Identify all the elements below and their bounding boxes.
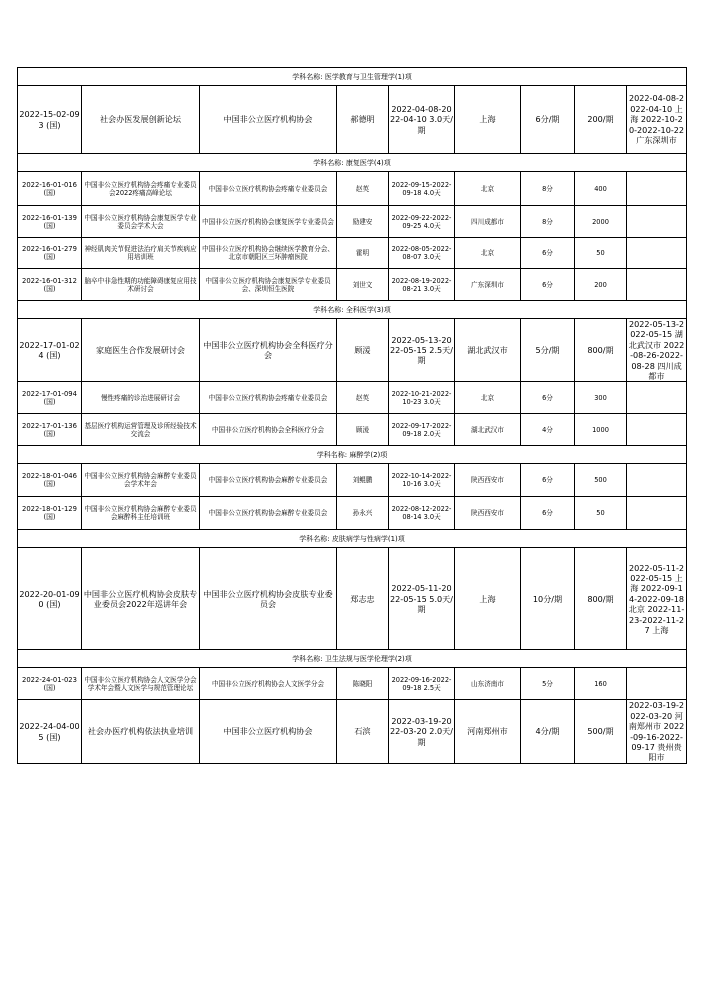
- section-header-row: [18, 154, 687, 172]
- cell-credit: 8分: [521, 206, 575, 238]
- cell-place: 湖北武汉市: [455, 319, 521, 382]
- table-row: [18, 382, 687, 414]
- cell-org: 中国非公立医疗机构协会疼痛专业委员会: [200, 382, 337, 414]
- cell-credit: 6分: [521, 382, 575, 414]
- cell-dates: 2022-10-21-2022-10-23 3.0天: [389, 382, 455, 414]
- section-label-prefix: 学科名称:: [316, 450, 348, 459]
- cell-credit: 8分: [521, 172, 575, 206]
- cell-place: 北京: [455, 172, 521, 206]
- cell-extra: [627, 497, 687, 530]
- cell-person: 霍明: [337, 238, 389, 269]
- cell-org: 中国非公立医疗机构协会: [200, 86, 337, 154]
- cell-name: 基层医疗机构运营管理及诊所经验技术交流会: [82, 414, 200, 446]
- cell-dates: 2022-10-14-2022-10-16 3.0天: [389, 464, 455, 497]
- cell-count: 500/期: [575, 700, 627, 763]
- cell-count: 400: [575, 172, 627, 206]
- cell-name: 脑卒中非急性期的功能障碍康复应用技术研讨会: [82, 269, 200, 301]
- section-header-row: [18, 530, 687, 548]
- cell-id: 2022-16-01-016 (国): [18, 172, 82, 206]
- cell-place: 上海: [455, 86, 521, 154]
- cell-dates: 2022-09-22-2022-09-25 4.0天: [389, 206, 455, 238]
- section-name: 皮肤病学与性病学(1)项: [331, 534, 405, 543]
- cell-credit: 6分: [521, 464, 575, 497]
- table-row: [18, 269, 687, 301]
- table-body: [18, 68, 687, 764]
- cell-person: 刘鲲鹏: [337, 464, 389, 497]
- section-label-prefix: 学科名称:: [313, 158, 344, 167]
- cell-place: 陕西西安市: [455, 497, 521, 530]
- cell-credit: 6分: [521, 497, 575, 530]
- cell-id: 2022-16-01-312 (国): [18, 269, 82, 301]
- cell-credit: 6分: [521, 238, 575, 269]
- cell-extra: 2022-05-11-2022-05-15 上海 2022-09-14-2022-09-18 北京 2022-11-23-2022-11-27 上海: [627, 548, 687, 650]
- table-row: [18, 238, 687, 269]
- cell-id: 2022-15-02-093 (国): [18, 86, 82, 154]
- cell-person: 石滨: [337, 700, 389, 763]
- cell-count: 2000: [575, 206, 627, 238]
- table-row: [18, 86, 687, 154]
- cell-count: 800/期: [575, 548, 627, 650]
- cell-name: 中国非公立医疗机构协会康复医学专业委员会学术大会: [82, 206, 200, 238]
- cell-dates: 2022-05-11-2022-05-15 5.0天/期: [389, 548, 455, 650]
- section-title: [18, 301, 687, 319]
- cell-extra: [627, 668, 687, 700]
- cell-dates: 2022-08-19-2022-08-21 3.0天: [389, 269, 455, 301]
- cell-extra: [627, 206, 687, 238]
- table-row: [18, 206, 687, 238]
- cell-extra: [627, 269, 687, 301]
- cell-credit: 5分/期: [521, 319, 575, 382]
- cell-credit: 4分/期: [521, 700, 575, 763]
- cell-person: 刘世文: [337, 269, 389, 301]
- cell-org: 中国非公立医疗机构协会皮肤专业委员会: [200, 548, 337, 650]
- cell-extra: [627, 464, 687, 497]
- cell-dates: 2022-09-16-2022-09-18 2.5天: [389, 668, 455, 700]
- section-header-row: [18, 650, 687, 668]
- project-table: [17, 67, 687, 764]
- section-title: [18, 650, 687, 668]
- cell-name: 社会办医发展创新论坛: [82, 86, 200, 154]
- section-header-row: [18, 446, 687, 464]
- cell-id: 2022-18-01-129 (国): [18, 497, 82, 530]
- cell-count: 300: [575, 382, 627, 414]
- table-row: [18, 497, 687, 530]
- section-title: [18, 530, 687, 548]
- cell-extra: [627, 172, 687, 206]
- cell-id: 2022-24-04-005 (国): [18, 700, 82, 763]
- cell-credit: 4分: [521, 414, 575, 446]
- cell-org: 中国非公立医疗机构协会疼痛专业委员会: [200, 172, 337, 206]
- cell-credit: 6分/期: [521, 86, 575, 154]
- cell-id: 2022-16-01-139 (国): [18, 206, 82, 238]
- cell-extra: 2022-04-08-2022-04-10 上海 2022-10-20-2022-10-22 广东深圳市: [627, 86, 687, 154]
- cell-place: 陕西西安市: [455, 464, 521, 497]
- cell-org: 中国非公立医疗机构协会麻醉专业委员会: [200, 497, 337, 530]
- cell-credit: 6分: [521, 269, 575, 301]
- section-name: 麻醉学(2)项: [349, 450, 388, 459]
- cell-place: 山东济南市: [455, 668, 521, 700]
- cell-name: 中国非公立医疗机构协会麻醉专业委员会学术年会: [82, 464, 200, 497]
- cell-name: 中国非公立医疗机构协会麻醉专业委员会麻醉科主任培训班: [82, 497, 200, 530]
- section-label-prefix: 学科名称:: [313, 305, 344, 314]
- cell-dates: 2022-08-05-2022-08-07 3.0天: [389, 238, 455, 269]
- section-name: 康复医学(4)项: [345, 158, 391, 167]
- cell-extra: 2022-05-13-2022-05-15 湖北武汉市 2022-08-26-2022-08-28 四川成都市: [627, 319, 687, 382]
- cell-place: 广东深圳市: [455, 269, 521, 301]
- table-row: [18, 668, 687, 700]
- cell-id: 2022-20-01-090 (国): [18, 548, 82, 650]
- cell-person: 赵英: [337, 172, 389, 206]
- cell-place: 湖北武汉市: [455, 414, 521, 446]
- cell-name: 中国非公立医疗机构协会疼痛专业委员会2022疼痛高峰论坛: [82, 172, 200, 206]
- cell-name: 中国非公立医疗机构协会皮肤专业委员会2022年巡讲年会: [82, 548, 200, 650]
- cell-count: 200/期: [575, 86, 627, 154]
- cell-dates: 2022-04-08-2022-04-10 3.0天/期: [389, 86, 455, 154]
- cell-person: 郝德明: [337, 86, 389, 154]
- cell-count: 160: [575, 668, 627, 700]
- cell-org: 中国非公立医疗机构协会全科医疗分会: [200, 319, 337, 382]
- section-label-prefix: 学科名称:: [292, 654, 323, 663]
- cell-credit: 5分: [521, 668, 575, 700]
- cell-org: 中国非公立医疗机构协会康复医学专业委员会: [200, 206, 337, 238]
- cell-name: 中国非公立医疗机构协会人文医学分会学术年会暨人文医学与规范管理论坛: [82, 668, 200, 700]
- section-label-prefix: 学科名称:: [299, 534, 330, 543]
- cell-id: 2022-24-01-023 (国): [18, 668, 82, 700]
- cell-person: 孙永兴: [337, 497, 389, 530]
- section-header-row: [18, 68, 687, 86]
- cell-org: 中国非公立医疗机构协会全科医疗分会: [200, 414, 337, 446]
- table-row: [18, 464, 687, 497]
- cell-person: 顾湲: [337, 414, 389, 446]
- table-row: [18, 319, 687, 382]
- cell-name: 家庭医生合作发展研讨会: [82, 319, 200, 382]
- cell-dates: 2022-05-13-2022-05-15 2.5天/期: [389, 319, 455, 382]
- cell-person: 赵英: [337, 382, 389, 414]
- cell-credit: 10分/期: [521, 548, 575, 650]
- cell-id: 2022-16-01-279 (国): [18, 238, 82, 269]
- cell-place: 上海: [455, 548, 521, 650]
- cell-id: 2022-17-01-024 (国): [18, 319, 82, 382]
- cell-place: 四川成都市: [455, 206, 521, 238]
- cell-org: 中国非公立医疗机构协会人文医学分会: [200, 668, 337, 700]
- table-row: [18, 700, 687, 763]
- cell-id: 2022-17-01-136 (国): [18, 414, 82, 446]
- cell-id: 2022-17-01-094 (国): [18, 382, 82, 414]
- cell-person: 顾湲: [337, 319, 389, 382]
- cell-place: 河南郑州市: [455, 700, 521, 763]
- section-name: 卫生法规与医学伦理学(2)项: [324, 654, 412, 663]
- cell-place: 北京: [455, 238, 521, 269]
- cell-count: 200: [575, 269, 627, 301]
- section-name: 全科医学(3)项: [345, 305, 391, 314]
- table-row: [18, 414, 687, 446]
- section-title: [18, 154, 687, 172]
- section-title: [18, 68, 687, 86]
- cell-person: 郑志忠: [337, 548, 389, 650]
- table-row: [18, 172, 687, 206]
- table-row: [18, 548, 687, 650]
- cell-dates: 2022-09-15-2022-09-18 4.0天: [389, 172, 455, 206]
- cell-dates: 2022-09-17-2022-09-18 2.0天: [389, 414, 455, 446]
- section-header-row: [18, 301, 687, 319]
- cell-name: 慢性疼痛的诊治进展研讨会: [82, 382, 200, 414]
- cell-name: 神经肌肉关节促进法治疗肩关节疾病应用培训班: [82, 238, 200, 269]
- cell-count: 1000: [575, 414, 627, 446]
- cell-count: 50: [575, 238, 627, 269]
- cell-count: 500: [575, 464, 627, 497]
- cell-extra: [627, 382, 687, 414]
- cell-id: 2022-18-01-046 (国): [18, 464, 82, 497]
- cell-count: 800/期: [575, 319, 627, 382]
- cell-count: 50: [575, 497, 627, 530]
- cell-extra: [627, 238, 687, 269]
- cell-org: 中国非公立医疗机构协会康复医学专业委员会、深圳恒生医院: [200, 269, 337, 301]
- cell-extra: [627, 414, 687, 446]
- cell-org: 中国非公立医疗机构协会麻醉专业委员会: [200, 464, 337, 497]
- cell-org: 中国非公立医疗机构协会: [200, 700, 337, 763]
- section-title: [18, 446, 687, 464]
- cell-place: 北京: [455, 382, 521, 414]
- cell-person: 励建安: [337, 206, 389, 238]
- section-label-prefix: 学科名称:: [292, 72, 323, 81]
- cell-dates: 2022-03-19-2022-03-20 2.0天/期: [389, 700, 455, 763]
- cell-name: 社会办医疗机构依法执业培训: [82, 700, 200, 763]
- cell-org: 中国非公立医疗机构协会继续医学教育分会、北京市朝阳区三环肿瘤医院: [200, 238, 337, 269]
- cell-extra: 2022-03-19-2022-03-20 河南郑州市 2022-09-16-2022-09-17 贵州贵阳市: [627, 700, 687, 763]
- section-name: 医学教育与卫生管理学(1)项: [324, 72, 412, 81]
- cell-person: 陈晓阳: [337, 668, 389, 700]
- cell-dates: 2022-08-12-2022-08-14 3.0天: [389, 497, 455, 530]
